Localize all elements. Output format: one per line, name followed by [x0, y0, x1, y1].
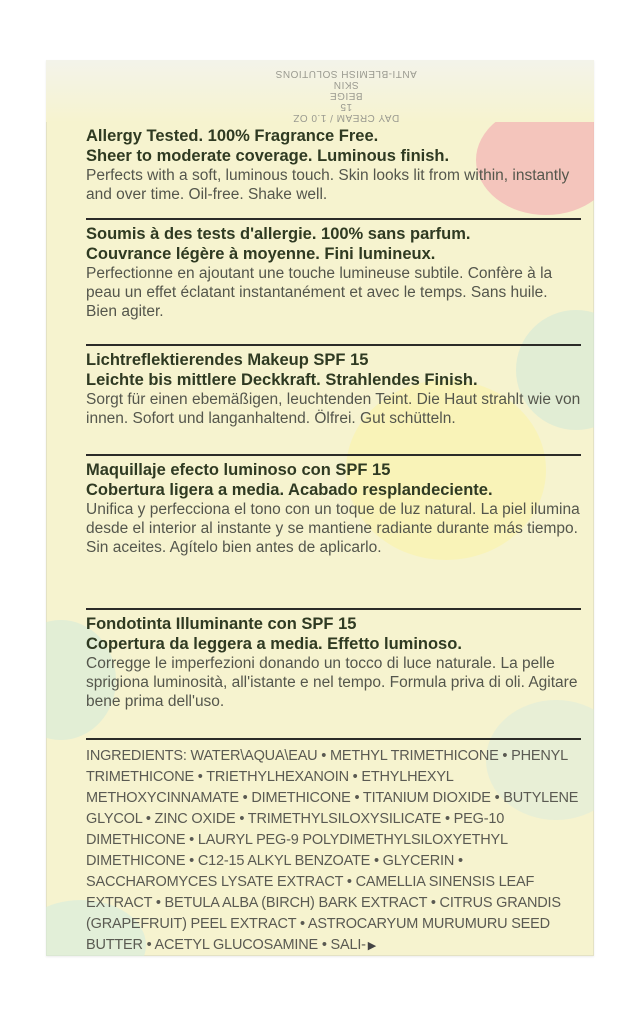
top-text-line: BEIGE	[329, 90, 363, 101]
top-text-line: SKIN	[333, 79, 359, 90]
ingredients-text: INGREDIENTS: WATER\AQUA\EAU • METHYL TRIMETHICONE • PHENYL TRIMETHICONE • TRIETHYLHEXANOIN • ETHYLHEXYL METHOXYCINNAMATE • DIMETHICONE • TITANIUM DIOXIDE • BUTYLENE GLYCOL • ZINC OXIDE • TRIMETHYLSILOXYSILICATE • PEG-10 DIMETHICONE • LAURYL PEG-9 POLYDIMETHYLSILOXYETHYL DIMETHICONE • C12-15 ALKYL BENZOATE • GLYCERIN • SACCHAROMYCES LYSATE EXTRACT • CAMELLIA SINENSIS LEAF EXTRACT • BETULA ALBA (BIRCH) BARK EXTRACT • CITRUS GRANDIS (GRAPEFRUIT) PEEL EXTRACT • ASTROCARYUM MURUMURU SEED BUTTER • ACETYL GLUCOSAMINE • SALI-	[86, 748, 579, 953]
section-heading: Fondotinta Illuminante con SPF 15	[86, 615, 357, 633]
product-box	[46, 60, 594, 956]
section-subheading: Sheer to moderate coverage. Luminous finish.	[86, 147, 450, 165]
section-heading: Maquillaje efecto luminoso con SPF 15	[86, 461, 391, 479]
box-top-flap	[46, 60, 594, 122]
section-subheading: Copertura da leggera a media. Effetto luminoso.	[86, 635, 462, 653]
section-subheading: Leichte bis mittlere Deckkraft. Strahlendes Finish.	[86, 371, 478, 389]
label-content	[86, 122, 581, 956]
section-heading: Lichtreflektierendes Makeup SPF 15	[86, 351, 369, 369]
top-text-line: 15	[339, 101, 353, 112]
top-text-line: ANTI-BLEMISH SOLUTIONS	[275, 68, 417, 79]
section-german	[86, 346, 581, 456]
section-body: Perfects with a soft, luminous touch. Skin looks lit from within, instantly and over time. Oil-free. Shake well.	[86, 167, 570, 203]
section-spanish	[86, 456, 581, 610]
section-french	[86, 220, 581, 346]
section-body: Unifica y perfecciona el tono con un toque de luz natural. La piel ilumina desde el interior al instante y se mantiene radiante durante más tiempo. Sin aceites. Agítelo bien antes de aplicarlo.	[86, 501, 580, 556]
section-body: Perfectionne en ajoutant une touche lumineuse subtile. Confère à la peau un effet éclatant instantanément et avec le temps. Sans huile. Bien agiter.	[86, 265, 553, 320]
ingredients-list	[86, 746, 581, 956]
section-subheading: Couvrance légère à moyenne. Fini lumineux.	[86, 245, 436, 263]
section-subheading: Cobertura ligera a media. Acabado resplandeciente.	[86, 481, 493, 499]
section-body: Sorgt für einen ebemäßigen, leuchtenden Teint. Die Haut strahlt wie von innen. Sofort und langanhaltend. Ölfrei. Gut schütteln.	[86, 391, 581, 427]
section-heading: Soumis à des tests d'allergie. 100% sans parfum.	[86, 225, 471, 243]
section-english	[86, 122, 581, 220]
section-italian	[86, 610, 581, 740]
upside-down-label-text	[196, 68, 496, 123]
top-text-line: DAY CREAM / 1.0 OZ	[292, 112, 400, 123]
section-heading: Allergy Tested. 100% Fragrance Free.	[86, 127, 379, 145]
continue-arrow-icon: ▶	[367, 940, 377, 952]
section-body: Corregge le imperfezioni donando un tocco di luce naturale. La pelle sprigiona luminosità, all'istante e nel tempo. Formula priva di oli. Agitare bene prima dell'uso.	[86, 655, 578, 710]
